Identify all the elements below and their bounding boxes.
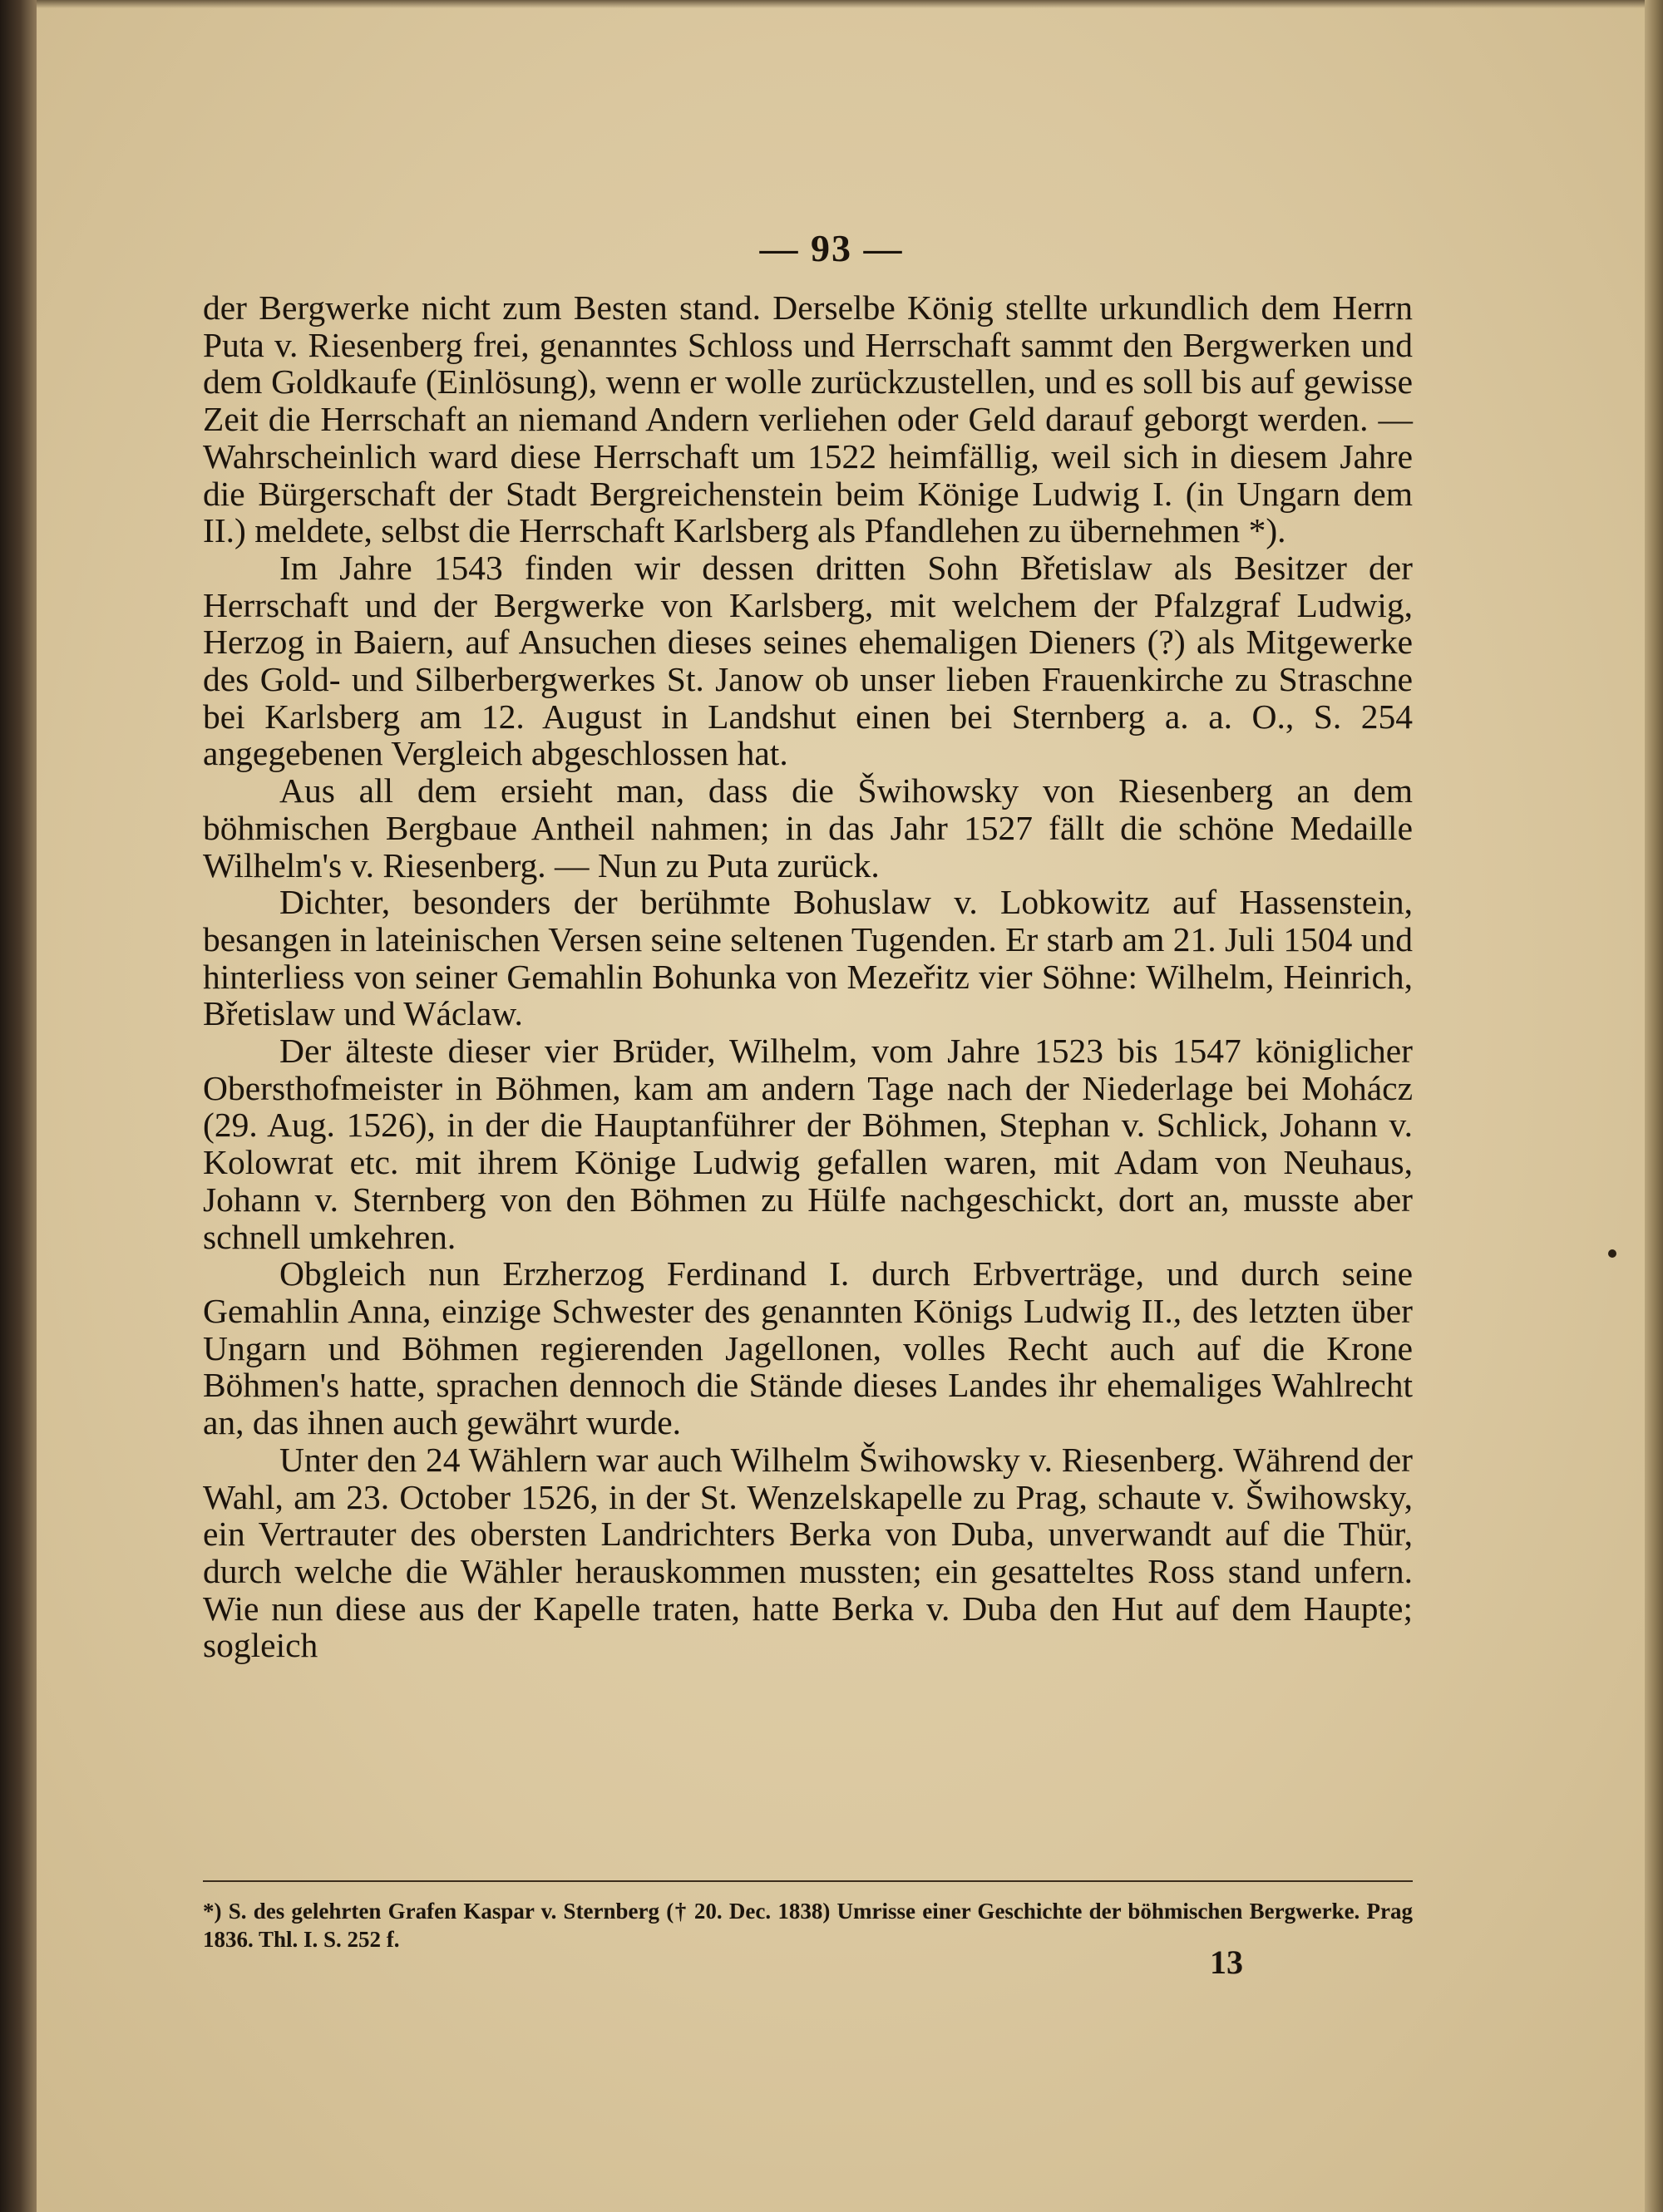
paragraph-6: Obgleich nun Erzherzog Ferdinand I. durch Erbverträge, und durch seine Gemahlin Anna, einzige Schwester des genannten Königs Ludwig II., des letzten über Ungarn und Böhmen regierenden Jagellonen, volles Recht auch auf die Krone Böhmen's hatte, sprachen dennoch die Stände dieses Landes ihr ehemaliges Wahlrecht an, das ihnen auch gewährt wurde. [203,1254,1413,1442]
paragraph-3: Aus all dem ersieht man, dass die Šwihowsky von Riesenberg an dem böhmischen Bergbaue Antheil nahmen; in das Jahr 1527 fällt die schöne Medaille Wilhelm's v. Riesenberg. — Nun zu Puta zurück. [203,771,1413,884]
paragraph-2: Im Jahre 1543 finden wir dessen dritten Sohn Břetislaw als Besitzer der Herrschaft und der Bergwerke von Karlsberg, mit welchem der Pfalzgraf Ludwig, Herzog in Baiern, auf Ansuchen dieses seines ehemaligen Dieners (?) als Mitgewerke des Gold- und Silberbergwerkes St. Janow ob unser lieben Frauenkirche zu Straschne bei Karlsberg am 12. August in Landshut einen bei Sternberg a. a. O., S. 254 angegebenen Vergleich abgeschlossen hat. [203,548,1413,773]
paragraph-4: Dichter, besonders der berühmte Bohuslaw v. Lobkowitz auf Hassenstein, besangen in lateinischen Versen seine seltenen Tugenden. Er starb am 21. Juli 1504 und hinterliess von seiner Gemahlin Bohunka von Mezeřitz vier Söhne: Wilhelm, Heinrich, Břetislaw und Wáclaw. [203,883,1413,1033]
page-top-shadow [37,0,1645,8]
signature-mark: 13 [1210,1944,1243,1981]
page-number-header: — 93 — [759,227,904,269]
main-text-block [203,289,1413,1664]
paper-speck [1608,1249,1616,1258]
footnote: *) S. des gelehrten Grafen Kaspar v. Sternberg († 20. Dec. 1838) Umrisse einer Geschichte der böhmischen Bergwerke. Prag 1836. Thl. I. S. 252 f. [203,1899,1413,1952]
book-binding-edge [0,0,37,2212]
paragraph-7: Unter den 24 Wählern war auch Wilhelm Šwihowsky v. Riesenberg. Während der Wahl, am 23. October 1526, in der St. Wenzelskapelle zu Prag, schaute v. Šwihowsky, ein Vertrauter des obersten Landrichters Berka von Duba, unverwandt auf die Thür, durch welche die Wähler herauskommen mussten; ein gesatteltes Ross stand unfern. Wie nun diese aus der Kapelle traten, hatte Berka v. Duba den Hut auf dem Haupte; sogleich [203,1440,1413,1665]
paragraph-1: der Bergwerke nicht zum Besten stand. Derselbe König stellte urkundlich dem Herrn Puta v. Riesenberg frei, genanntes Schloss und Herrschaft sammt den Bergwerken und dem Goldkaufe (Einlösung), wenn er wolle zurückzustellen, und es soll bis auf gewisse Zeit die Herrschaft an niemand Andern verliehen oder Geld darauf geborgt werden. —Wahrscheinlich ward diese Herrschaft um 1522 heimfällig, weil sich in diesem Jahre die Bürgerschaft der Stadt Bergreichenstein beim Könige Ludwig I. (in Ungarn dem II.) meldete, selbst die Herrschaft Karlsberg als Pfandlehen zu übernehmen *). [203,288,1413,550]
paragraph-5: Der älteste dieser vier Brüder, Wilhelm, vom Jahre 1523 bis 1547 königlicher Obersthofmeister in Böhmen, kam am andern Tage nach der Niederlage bei Mohácz (29. Aug. 1526), in der die Hauptanführer der Böhmen, Stephan v. Schlick, Johann v. Kolowrat etc. mit ihrem Könige Ludwig gefallen waren, mit Adam von Neuhaus, Johann v. Sternberg von den Böhmen zu Hülfe nachgeschickt, dort an, musste aber schnell umkehren. [203,1032,1413,1256]
page-fore-edge [1645,0,1663,2212]
footnote-separator [203,1880,1413,1882]
